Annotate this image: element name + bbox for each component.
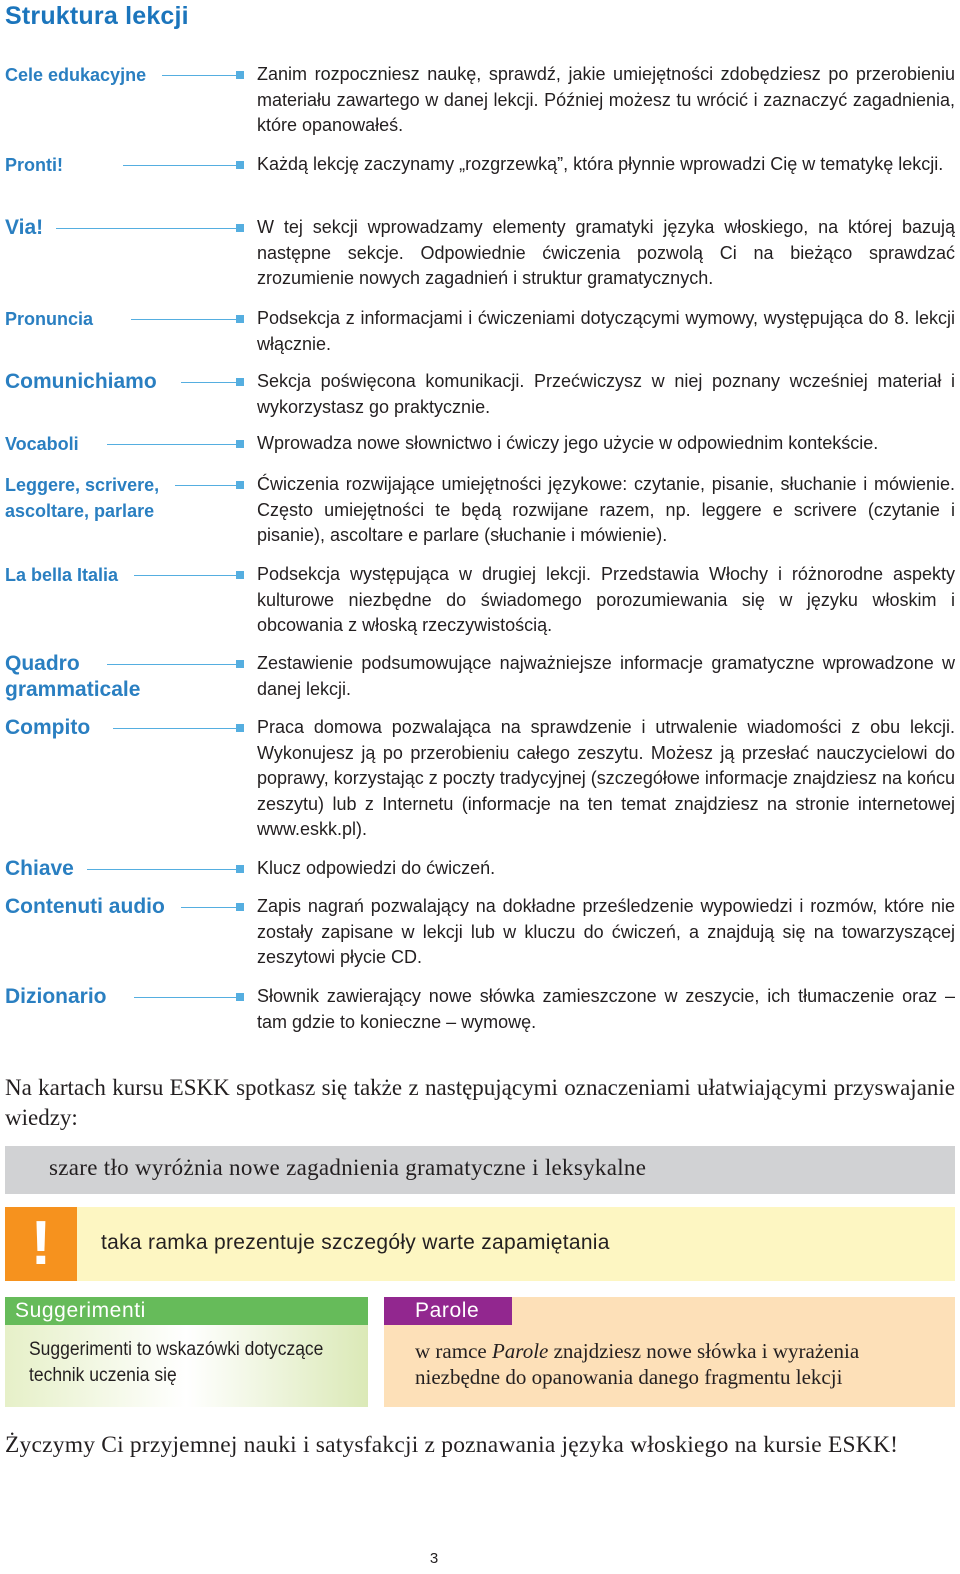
section-description: Zanim rozpoczniesz naukę, sprawdź, jakie umiejętności zdobędziesz po przerobieniu materiału zawartego w danej lekcji. Później możesz tu wrócić i zaznaczyć zagadnienia, które opanowałeś. xyxy=(257,64,955,136)
section-description: Zestawienie podsumowujące najważniejsze informacje gramatyczne wprowadzone w danej lekcji. xyxy=(257,653,955,699)
section-description: Ćwiczenia rozwijające umiejętności językowe: czytanie, pisanie, słuchanie i mówienie. Często umiejętności te będą rozwijane razem, np. leggere e scrivere (czytanie i pisanie), ascoltare e parlare (słuchanie i mówienie). xyxy=(257,474,955,546)
connector-line xyxy=(134,997,236,998)
section-term: Cele edukacyjne xyxy=(5,65,147,85)
page-number: 3 xyxy=(429,1550,439,1567)
parole-header-text: Parole xyxy=(415,1299,480,1322)
connector-line xyxy=(123,165,236,166)
connector-line xyxy=(131,319,236,320)
connector-line xyxy=(107,444,236,445)
section-term: Pronuncia xyxy=(5,309,94,329)
intro-text: Na kartach kursu ESKK spotkasz się także z następującymi oznaczeniami ułatwiającymi przyswajanie wiedzy: xyxy=(5,1075,955,1130)
connector-line xyxy=(175,485,236,486)
bullet-square xyxy=(236,71,244,79)
connector-line xyxy=(87,869,236,870)
section-term xyxy=(5,651,140,703)
connector-line xyxy=(181,907,236,908)
section-term: Pronti! xyxy=(5,155,63,175)
grey-highlight-box xyxy=(5,1146,955,1194)
section-term-line: Leggere, scrivere, xyxy=(5,475,160,495)
suggerimenti-body: Suggerimenti to wskazówki dotyczące technik uczenia się xyxy=(29,1339,324,1386)
section-term-line: grammaticale xyxy=(5,678,141,701)
suggerimenti-header-text: Suggerimenti xyxy=(15,1299,146,1322)
bullet-square xyxy=(236,378,244,386)
section-term: Contenuti audio xyxy=(5,895,165,918)
section-term: Dizionario xyxy=(5,985,107,1008)
section-term xyxy=(5,472,159,524)
section-description: Podsekcja z informacjami i ćwiczeniami dotyczącymi wymowy, występująca do 8. lekcji włącznie. xyxy=(257,308,955,354)
section-term: Chiave xyxy=(5,857,74,880)
section-term: La bella Italia xyxy=(5,565,119,585)
bullet-square xyxy=(236,161,244,169)
section-term-line: ascoltare, parlare xyxy=(5,501,155,521)
connector-line xyxy=(56,228,236,229)
bullet-square xyxy=(236,660,244,668)
section-term-line: Quadro xyxy=(5,652,80,675)
bullet-square xyxy=(236,571,244,579)
connector-line xyxy=(181,382,236,383)
section-term: Compito xyxy=(5,716,91,739)
section-description: Podsekcja występująca w drugiej lekcji. Przedstawia Włochy i różnorodne aspekty kulturowe niezbędne do świadomego porozumiewania się w języku włoskim i obcowania z włoską rzeczywistością. xyxy=(257,564,955,636)
section-term: Via! xyxy=(5,216,44,239)
section-description: Każdą lekcję zaczynamy „rozgrzewką”, która płynnie wprowadzi Cię w tematykę lekcji. xyxy=(257,154,944,174)
parole-body-prefix: w ramce xyxy=(415,1339,492,1363)
bullet-square xyxy=(236,481,244,489)
section-description: Praca domowa pozwalająca na sprawdzenie i utrwalenie wiadomości z obu lekcji. Wykonujesz ją po przerobieniu całego zeszytu. Możesz ją przesłać nauczycielowi do poprawy, korzystając z poczty tradycyjnej (szczegółowe informacje znajdziesz na końcu zeszytu) lub z Internetu (informacje na ten temat znajdziesz na stronie internetowej www.eskk.pl). xyxy=(257,717,955,840)
bullet-square xyxy=(236,440,244,448)
bullet-square xyxy=(236,724,244,732)
parole-body-suffix: znajdziesz nowe słówka i wyrażenia niezbędne do opanowania danego fragmentu lekcji xyxy=(415,1339,860,1389)
bullet-square xyxy=(236,224,244,232)
bullet-square xyxy=(236,903,244,911)
parole-header xyxy=(384,1297,512,1325)
connector-line xyxy=(134,575,236,576)
grey-box-text: szare tło wyróżnia nowe zagadnienia gramatyczne i leksykalne xyxy=(49,1155,647,1180)
bullet-square xyxy=(236,315,244,323)
suggerimenti-box xyxy=(5,1297,368,1407)
parole-box xyxy=(384,1297,955,1407)
section-description: Zapis nagrań pozwalający na dokładne prześledzenie wypowiedzi i rozmów, które nie zostały zapisane w lekcji lub w kluczu do ćwiczeń, a znajdują się na towarzyszącej zeszytowi płycie CD. xyxy=(257,896,955,968)
connector-line xyxy=(162,75,236,76)
section-description: Wprowadza nowe słownictwo i ćwiczy jego użycie w odpowiednim kontekście. xyxy=(257,433,879,453)
bullet-square xyxy=(236,865,244,873)
note-box-text: taka ramka prezentuje szczegóły warte zapamiętania xyxy=(101,1231,610,1254)
connector-line xyxy=(113,728,236,729)
parole-body-italic: Parole xyxy=(491,1339,549,1363)
closing-text: Życzymy Ci przyjemnej nauki i satysfakcji z poznawania języka włoskiego na kursie ESKK! xyxy=(5,1432,899,1458)
parole-body xyxy=(415,1338,935,1390)
section-description: Sekcja poświęcona komunikacji. Przećwiczysz w niej poznany wcześniej materiał i wykorzystasz go praktycznie. xyxy=(257,371,955,417)
section-description: Słownik zawierający nowe słówka zamieszczone w zeszycie, ich tłumaczenie oraz – tam gdzie to konieczne – wymowę. xyxy=(257,986,955,1032)
section-description: W tej sekcji wprowadzamy elementy gramatyki języka włoskiego, na której bazują następne sekcje. Odpowiednie ćwiczenia pozwolą Ci na bieżąco sprawdzać zrozumienie nowych zagadnień i struktur gramatycznych. xyxy=(257,217,955,289)
note-box xyxy=(5,1207,955,1281)
section-description: Klucz odpowiedzi do ćwiczeń. xyxy=(257,858,496,878)
suggerimenti-header xyxy=(5,1297,368,1325)
bullet-square xyxy=(236,993,244,1001)
section-term: Comunichiamo xyxy=(5,370,157,393)
section-term: Vocaboli xyxy=(5,434,79,454)
connector-line xyxy=(107,664,236,665)
page-title: Struktura lekcji xyxy=(5,2,189,30)
exclamation-icon: ! xyxy=(5,1207,77,1281)
